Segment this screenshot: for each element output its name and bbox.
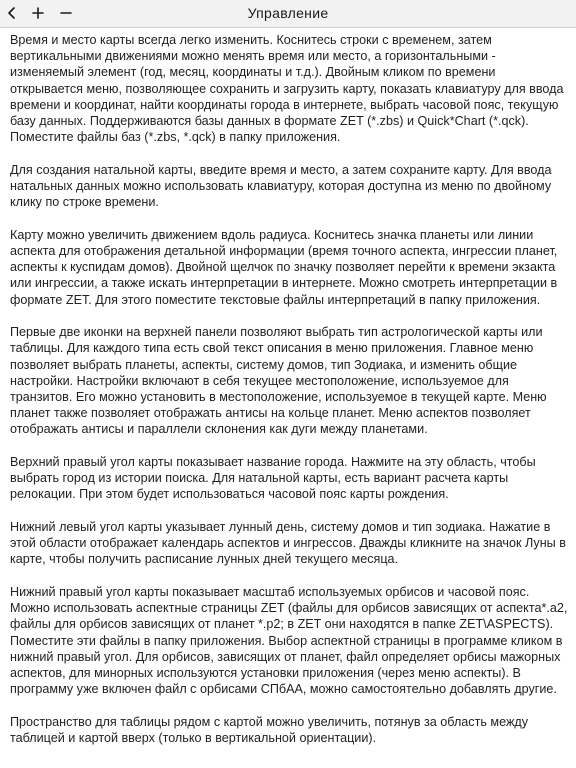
- help-paragraph-chart-types: Первые две иконки на верхней панели позволяют выбрать тип астрологической карты или таблицы. Для каждого типа есть свой текст описания в меню приложения. Главное меню позволяет выбрать планеты, аспекты, систему домов, тип Зодиака, и изменить общие настройки. Настройки включают в себя текущее местоположение, используемое для транзитов. Его можно установить в местоположение, используемое в текущей карте. Меню планет также позволяет отображать антисы на кольце планет. Меню аспектов позволяет отображать антисы и параллели склонения как дуги между планетами.: [10, 325, 547, 437]
- help-paragraph-orbs-corner: Нижний правый угол карты показывает масштаб используемых орбисов и часовой пояс. Можно использовать аспектные страницы ZET (файлы для орбисов зависящих от аспекта*.a2, файлы для орбисов зависящих от планет *.p2; в ZET они находятся в папке ZET\ASPECTS). Поместите эти файлы в папку приложения. Выбор аспектной страницы в программе кликом в нижний правый угол. Для орбисов, зависящих от планет, файл определяет орбисы мажорных аспектов, для минорных используются установки приложения (через меню аспекты). В программу уже включен файл с орбисами СПбАА, можно самостоятельно добавлять другие.: [10, 585, 568, 697]
- page-title: Управление: [247, 5, 329, 21]
- help-paragraph-natal-chart: Для создания натальной карты, введите время и место, а затем сохраните карту. Для ввода натальных данных можно использовать клавиатуру, которая доступна из меню по двойному клику по строке времени.: [10, 162, 552, 210]
- help-paragraph-zoom-details: Карту можно увеличить движением вдоль радиуса. Коснитесь значка планеты или линии аспекта для отображения детальной информации (время точного аспекта, ингрессии планет, аспекты к куспидам домов). Двойной щелчок по значку позволяет перейти к времени экзакта или ингрессии, а также искать интерпретации в интернете. Можно смотреть интерпретации в формате ZET. Для этого поместите текстовые файлы интерпретаций в папку приложения.: [10, 227, 558, 307]
- help-paragraph-city-corner: Верхний правый угол карты показывает название города. Нажмите на эту область, чтобы выбрать город из истории поиска. Для натальной карты, есть вариант расчета карты релокации. При этом будет использоваться часовой пояс карты рождения.: [10, 455, 536, 502]
- help-paragraph-lunar-corner: Нижний левый угол карты указывает лунный день, систему домов и тип зодиака. Нажатие в этой области отображает календарь аспектов и ингрессов. Дважды кликните на значок Луны в карте, чтобы получить расписание лунных дней текущего месяца.: [10, 520, 566, 567]
- help-paragraph-table-space: Пространство для таблицы рядом с картой можно увеличить, потянув за область между таблицей и картой вверх (только в вертикальной ориентации).: [10, 714, 529, 746]
- navigation-bar: [0, 0, 576, 28]
- help-paragraph-time-place: Время и место карты всегда легко изменить. Коснитесь строки с временем, затем вертикальными движениями можно менять время или место, а горизонтальными - изменяемый элемент (год, месяц, координаты и т.д.). Двойным кликом по времени открывается меню, позволяющее сохранить и загрузить карту, показать клавиатуру для ввода времени и координат, найти координаты города в интернете, выбрать часовой пояс, текущую базу данных. Поддерживаются базы данных в формате ZET (*.zbs) и Quick*Chart (*.qck). Поместите файлы баз (*.zbs, *.qck) в папку приложения.: [10, 33, 564, 145]
- help-text-area[interactable]: [10, 32, 568, 763]
